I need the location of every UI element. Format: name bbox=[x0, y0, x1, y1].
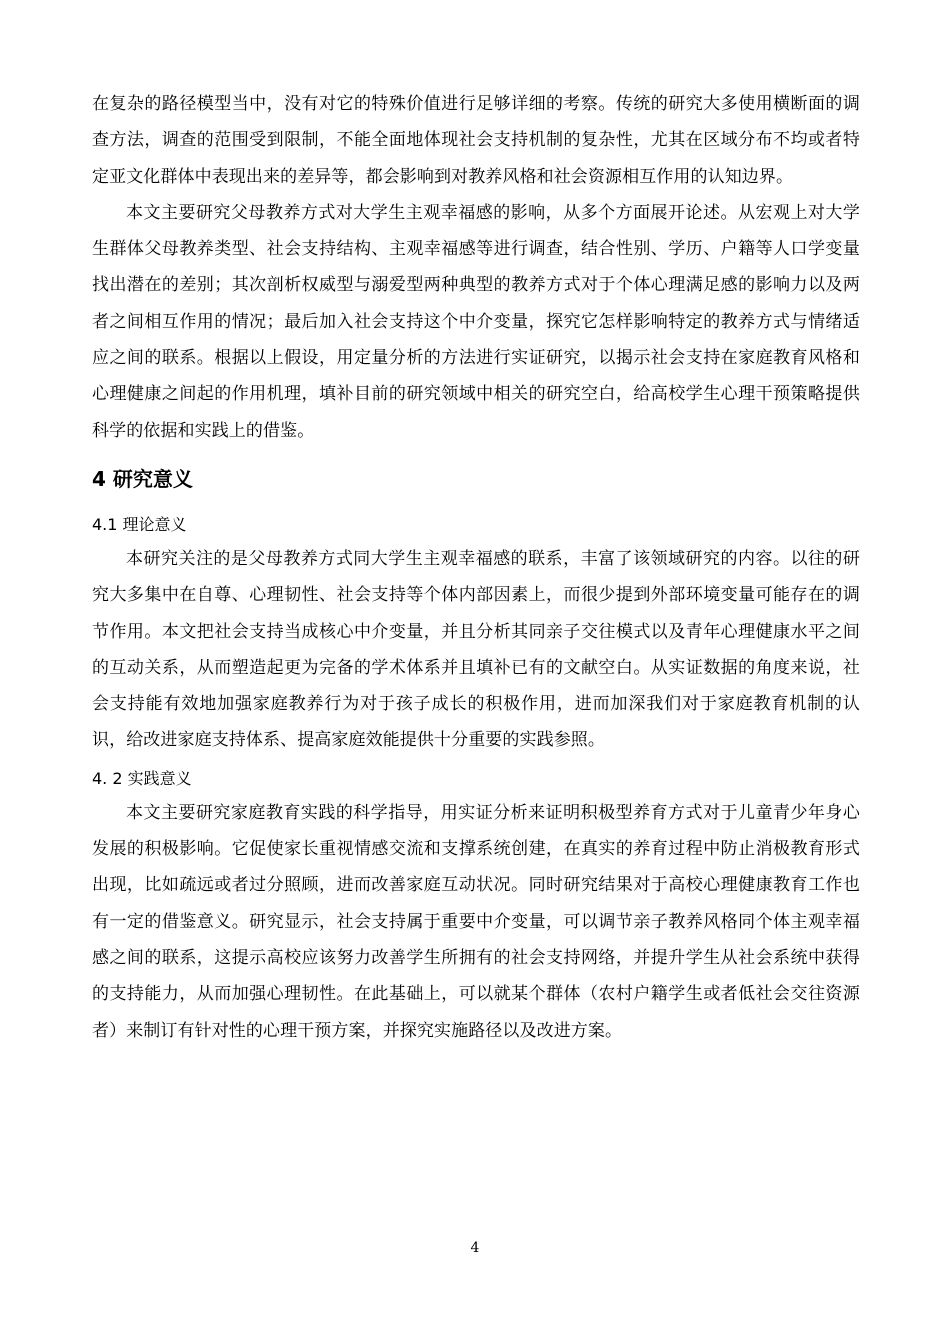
body-paragraph: 在复杂的路径模型当中，没有对它的特殊价值进行足够详细的考察。传统的研究大多使用横断面的调查方法，调查的范围受到限制，不能全面地体现社会支持机制的复杂性，尤其在区域分布不均或者特定亚文化群体中表现出来的差异等，都会影响到对教养风格和社会资源相互作用的认知边界。 bbox=[92, 94, 860, 187]
page-number: 4 bbox=[470, 1240, 480, 1256]
page-body bbox=[92, 86, 860, 1049]
body-paragraph: 本文主要研究家庭教育实践的科学指导，用实证分析来证明积极型养育方式对于儿童青少年身心发展的积极影响。它促使家长重视情感交流和支撑系统创建，在真实的养育过程中防止消极教育形式出现，比如疏远或者过分照顾，进而改善家庭互动状况。同时研究结果对于高校心理健康教育工作也有一定的借鉴意义。研究显示，社会支持属于重要中介变量，可以调节亲子教养风格同个体主观幸福感之间的联系，这提示高校应该努力改善学生所拥有的社会支持网络，并提升学生从社会系统中获得的支持能力，从而加强心理韧性。在此基础上，可以就某个群体（农村户籍学生或者低社会交往资源者）来制订有针对性的心理干预方案，并探究实施路径以及改进方案。 bbox=[92, 802, 860, 1041]
body-paragraph: 本研究关注的是父母教养方式同大学生主观幸福感的联系，丰富了该领域研究的内容。以往的研究大多集中在自尊、心理韧性、社会支持等个体内部因素上，而很少提到外部环境变量可能存在的调节作用。本文把社会支持当成核心中介变量，并且分析其同亲子交往模式以及青年心理健康水平之间的互动关系，从而塑造起更为完备的学术体系并且填补已有的文献空白。从实证数据的角度来说，社会支持能有效地加强家庭教养行为对于孩子成长的积极作用，进而加深我们对于家庭教育机制的认识，给改进家庭支持体系、提高家庭效能提供十分重要的实践参照。 bbox=[92, 548, 860, 751]
section-heading: 4 研究意义 bbox=[92, 466, 193, 491]
body-paragraph: 本文主要研究父母教养方式对大学生主观幸福感的影响，从多个方面展开论述。从宏观上对大学生群体父母教养类型、社会支持结构、主观幸福感等进行调查，结合性别、学历、户籍等人口学变量找出潜在的差别；其次剖析权威型与溺爱型两种典型的教养方式对于个体心理满足感的影响力以及两者之间相互作用的情况；最后加入社会支持这个中介变量，探究它怎样影响特定的教养方式与情绪适应之间的联系。根据以上假设，用定量分析的方法进行实证研究，以揭示社会支持在家庭教育风格和心理健康之间起的作用机理，填补目前的研究领域中相关的研究空白，给高校学生心理干预策略提供科学的依据和实践上的借鉴。 bbox=[92, 202, 860, 441]
subsection-heading: 4.1 理论意义 bbox=[92, 514, 187, 534]
subsection-heading: 4. 2 实践意义 bbox=[92, 768, 192, 788]
